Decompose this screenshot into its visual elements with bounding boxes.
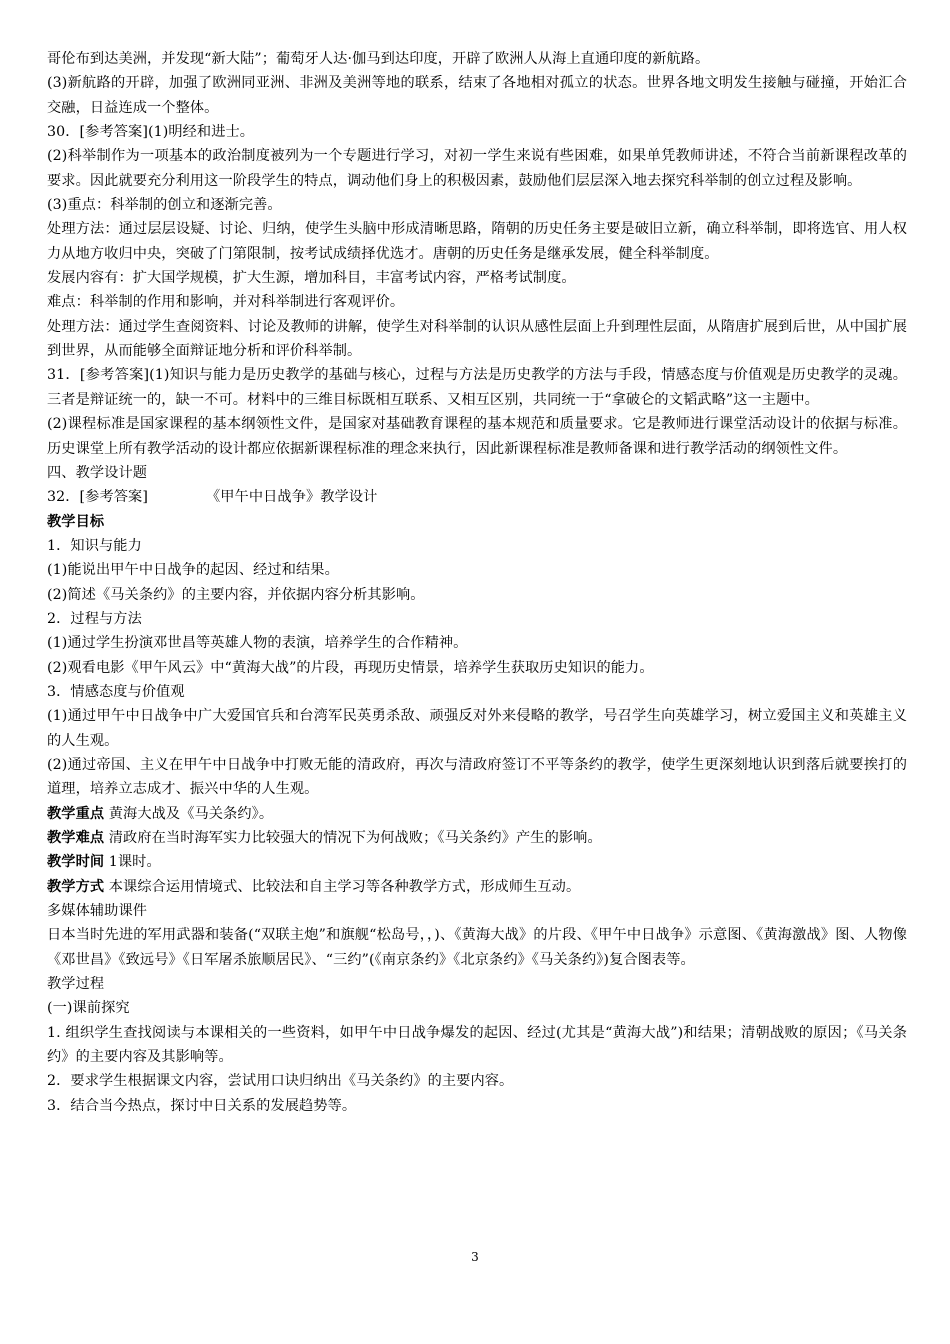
answer-30-keypoint: (3)重点：科举制的创立和逐渐完善。 — [47, 197, 282, 214]
paragraph-columbus: 哥伦布到达美洲，并发现“新大陆”；葡萄牙人达·伽马到达印度，开辟了欧洲人从海上直通印度的新航路。 — [47, 51, 710, 67]
teaching-difficulty-text: 清政府在当时海军实力比较强大的情况下为何战败；《马关条约》产生的影响。 — [104, 830, 602, 846]
answer-30-difficulty: 难点：科举制的作用和影响，并对科举制进行客观评价。 — [47, 294, 405, 311]
answer-30-method-2: 处理方法：通过学生查阅资料、讨论及教师的讲解，使学生对科举制的认识从感性层面上升到理性层面，从隋唐扩展到后世，从中国扩展到世界，从而能够全面辩证地分析和评价科举制。 — [47, 318, 907, 360]
teaching-time-text: 1课时。 — [104, 854, 161, 871]
answer-30-part1: 30．[参考答案](1)明经和进士。 — [47, 124, 255, 141]
objective-1-heading: 1．知识与能力 — [47, 537, 142, 554]
teaching-difficulty-line — [47, 826, 907, 850]
pre-class-item-3: 3．结合当今热点，探讨中日关系的发展趋势等。 — [47, 1097, 357, 1114]
paragraph-new-route-impact: (3)新航路的开辟，加强了欧洲同亚洲、非洲及美洲等地的联系，结束了各地相对孤立的状态。世界各地文明发生接触与碰撞，开始汇合交融，日益连成一个整体。 — [47, 75, 907, 116]
objective-3-heading: 3．情感态度与价值观 — [47, 683, 185, 700]
pre-class-heading: (一)课前探究 — [47, 1000, 130, 1017]
teaching-keypoint-text: 黄海大战及《马关条约》。 — [104, 805, 274, 822]
answer-32-label: 32．[参考答案] — [47, 489, 148, 506]
multimedia-content: 日本当时先进的军用武器和装备(“双联主炮”和旗舰“松岛号，，)、《黄海大战》的片段、《甲午中日战争》示意图、《黄海激战》图、人物像《邓世昌》《致远号》《日军屠杀旅顺居民》、“三约”(《南京条约》《北京条约》《马关条约》)复合图表等。 — [47, 927, 907, 968]
objective-2-item-1: (1)通过学生扮演邓世昌等英雄人物的表演，培养学生的合作精神。 — [47, 635, 468, 652]
answer-30-part2: (2)科举制作为一项基本的政治制度被列为一个专题进行学习，对初一学生来说有些困难，如果单凭教师讲述，不符合当前新课程改革的要求。因此就要充分利用这一阶段学生的特点，调动他们身上的积极因素，鼓励他们层层深入地去探究科举制的创立过程及影响。 — [47, 148, 907, 189]
heading-teaching-objectives: 教学目标 — [47, 513, 105, 530]
answer-31-part1: 31．[参考答案](1)知识与能力是历史教学的基础与核心，过程与方法是历史教学的方法与手段，情感态度与价值观是历史教学的灵魂。三者是辩证统一的，缺一不可。材料中的三维目标既相互联系、又相互区别，共同统一于“拿破仑的文韬武略”这一主题中。 — [47, 367, 907, 408]
answer-32-title-line — [47, 485, 907, 509]
multimedia-heading: 多媒体辅助课件 — [47, 903, 148, 920]
objective-1-item-1: (1)能说出甲午中日战争的起因、经过和结果。 — [47, 562, 339, 579]
section-heading-teaching-design: 四、教学设计题 — [47, 464, 148, 481]
teaching-process-heading: 教学过程 — [47, 976, 105, 993]
answer-30-method-1: 处理方法：通过层层设疑、讨论、归纳，使学生头脑中形成清晰思路，隋朝的历史任务主要是破旧立新，确立科举制，即将选官、用人权力从地方收归中央，突破了门第限制，按考试成绩择优选才。唐朝的历史任务是继承发展，健全科举制度。 — [47, 221, 907, 262]
objective-1-item-2: (2)简述《马关条约》的主要内容，并依据内容分析其影响。 — [47, 586, 425, 603]
answer-31-part2: (2)课程标准是国家课程的基本纲领性文件，是国家对基础教育课程的基本规范和质量要求。它是教师进行课堂活动设计的依据与标准。历史课堂上所有教学活动的设计都应依据新课程标准的理念来执行，因此新课程标准是教师备课和进行教学活动的纲领性文件。 — [47, 416, 907, 457]
answer-30-development: 发展内容有：扩大国学规模，扩大生源，增加科目，丰富考试内容，严格考试制度。 — [47, 270, 576, 287]
page-number: 3 — [471, 1250, 479, 1264]
teaching-difficulty-label: 教学难点 — [47, 830, 105, 846]
objective-2-item-2: (2)观看电影《甲午风云》中“黄海大战”的片段，再现历史情景，培养学生获取历史知识的能力。 — [47, 659, 654, 676]
teaching-time-label: 教学时间 — [47, 854, 105, 871]
objective-3-item-2: (2)通过帝国、主义在甲午中日战争中打败无能的清政府，再次与清政府签订不平等条约的教学，使学生更深刻地认识到落后就要挨打的道理，培养立志成才、振兴中华的人生观。 — [47, 756, 907, 798]
teaching-method-text: 本课综合运用情境式、比较法和自主学习等各种教学方式，形成师生互动。 — [104, 878, 581, 895]
teaching-method-line — [47, 875, 907, 899]
lesson-plan-title: 《甲午中日战争》教学设计 — [205, 489, 378, 506]
teaching-time-line — [47, 850, 907, 874]
teaching-method-label: 教学方式 — [47, 878, 105, 895]
teaching-keypoint-label: 教学重点 — [47, 805, 105, 822]
objective-3-item-1: (1)通过甲午中日战争中广大爱国官兵和台湾军民英勇杀敌、顽强反对外来侵略的教学，号召学生向英雄学习，树立爱国主义和英雄主义的人生观。 — [47, 708, 907, 749]
teaching-keypoint-line — [47, 802, 907, 826]
objective-2-heading: 2．过程与方法 — [47, 610, 142, 627]
pre-class-item-1: 1. 组织学生查找阅读与本课相关的一些资料，如甲午中日战争爆发的起因、经过(尤其是“黄海大战”)和结果；清朝战败的原因；《马关条约》的主要内容及其影响等。 — [47, 1024, 907, 1066]
pre-class-item-2: 2．要求学生根据课文内容，尝试用口诀归纳出《马关条约》的主要内容。 — [47, 1073, 514, 1090]
document-page — [47, 47, 907, 1118]
